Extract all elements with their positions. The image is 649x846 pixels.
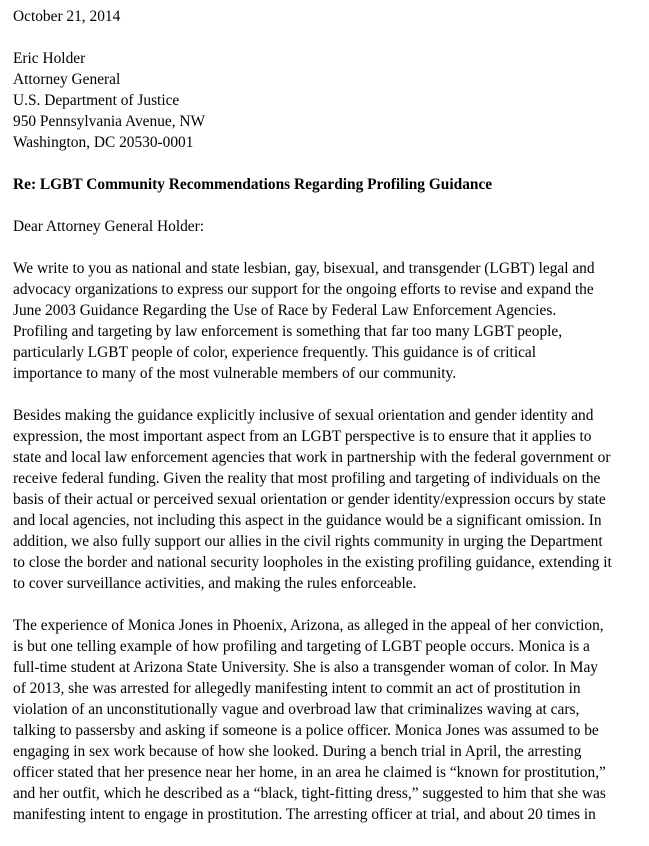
paragraph-line: advocacy organizations to express our support for the ongoing efforts to revise and expand the [13,281,594,298]
paragraph-line: officer stated that her presence near her home, in an area he claimed is “known for prostitution,” [13,764,606,781]
paragraph-line: importance to many of the most vulnerable members of our community. [13,365,457,382]
paragraph-line: manifesting intent to engage in prostitution. The arresting officer at trial, and about 20 times in [13,806,596,823]
paragraph-line: full-time student at Arizona State University. She is also a transgender woman of color. In May [13,659,598,676]
paragraph-line: addition, we also fully support our allies in the civil rights community in urging the Department [13,533,603,550]
paragraph-line: expression, the most important aspect from an LGBT perspective is to ensure that it applies to [13,428,592,445]
recipient-title: Attorney General [13,71,121,88]
paragraph-line: engaging in sex work because of how she looked. During a bench trial in April, the arresting [13,743,582,760]
paragraph-line: violation of an unconstitutionally vague and overbroad law that criminalizes waving at cars, [13,701,580,718]
recipient-name: Eric Holder [13,50,86,67]
paragraph-line: receive federal funding. Given the reality that most profiling and targeting of individuals on the [13,470,601,487]
letter-date: October 21, 2014 [13,8,121,25]
paragraph-line: to close the border and national security loopholes in the existing profiling guidance, extending it [13,554,612,571]
paragraph-line: Profiling and targeting by law enforcement is something that far too many LGBT people, [13,323,563,340]
paragraph-line: We write to you as national and state lesbian, gay, bisexual, and transgender (LGBT) legal and [13,260,595,277]
paragraph-line: and her outfit, which he described as a “black, tight-fitting dress,” suggested to him that she was [13,785,606,802]
paragraph-line: The experience of Monica Jones in Phoenix, Arizona, as alleged in the appeal of her conviction, [13,617,604,634]
letter-page [13,6,641,846]
paragraph-line: to cover surveillance activities, and making the rules enforceable. [13,575,417,592]
paragraph-3 [13,615,641,825]
salutation: Dear Attorney General Holder: [13,218,205,235]
paragraph-line: and local agencies, not including this aspect in the guidance would be a significant omission. In [13,512,602,529]
paragraph-line: basis of their actual or perceived sexual orientation or gender identity/expression occurs by state [13,491,606,508]
paragraph-line: of 2013, she was arrested for allegedly manifesting intent to commit an act of prostitution in [13,680,581,697]
recipient-organization: U.S. Department of Justice [13,92,180,109]
paragraph-line: state and local law enforcement agencies that work in partnership with the federal government or [13,449,611,466]
paragraph-line: is but one telling example of how profiling and targeting of LGBT people occurs. Monica is a [13,638,590,655]
paragraph-line: particularly LGBT people of color, experience frequently. This guidance is of critical [13,344,537,361]
paragraph-line: Besides making the guidance explicitly inclusive of sexual orientation and gender identity and [13,407,594,424]
recipient-address [13,48,641,153]
paragraph-line: June 2003 Guidance Regarding the Use of Race by Federal Law Enforcement Agencies. [13,302,557,319]
paragraph-2 [13,405,641,594]
recipient-street: 950 Pennsylvania Avenue, NW [13,113,206,130]
paragraph-line: talking to passersby and asking if someone is a police officer. Monica Jones was assumed to be [13,722,599,739]
recipient-city: Washington, DC 20530-0001 [13,134,194,151]
paragraph-1 [13,258,641,384]
subject-line: Re: LGBT Community Recommendations Regarding Profiling Guidance [13,176,493,193]
